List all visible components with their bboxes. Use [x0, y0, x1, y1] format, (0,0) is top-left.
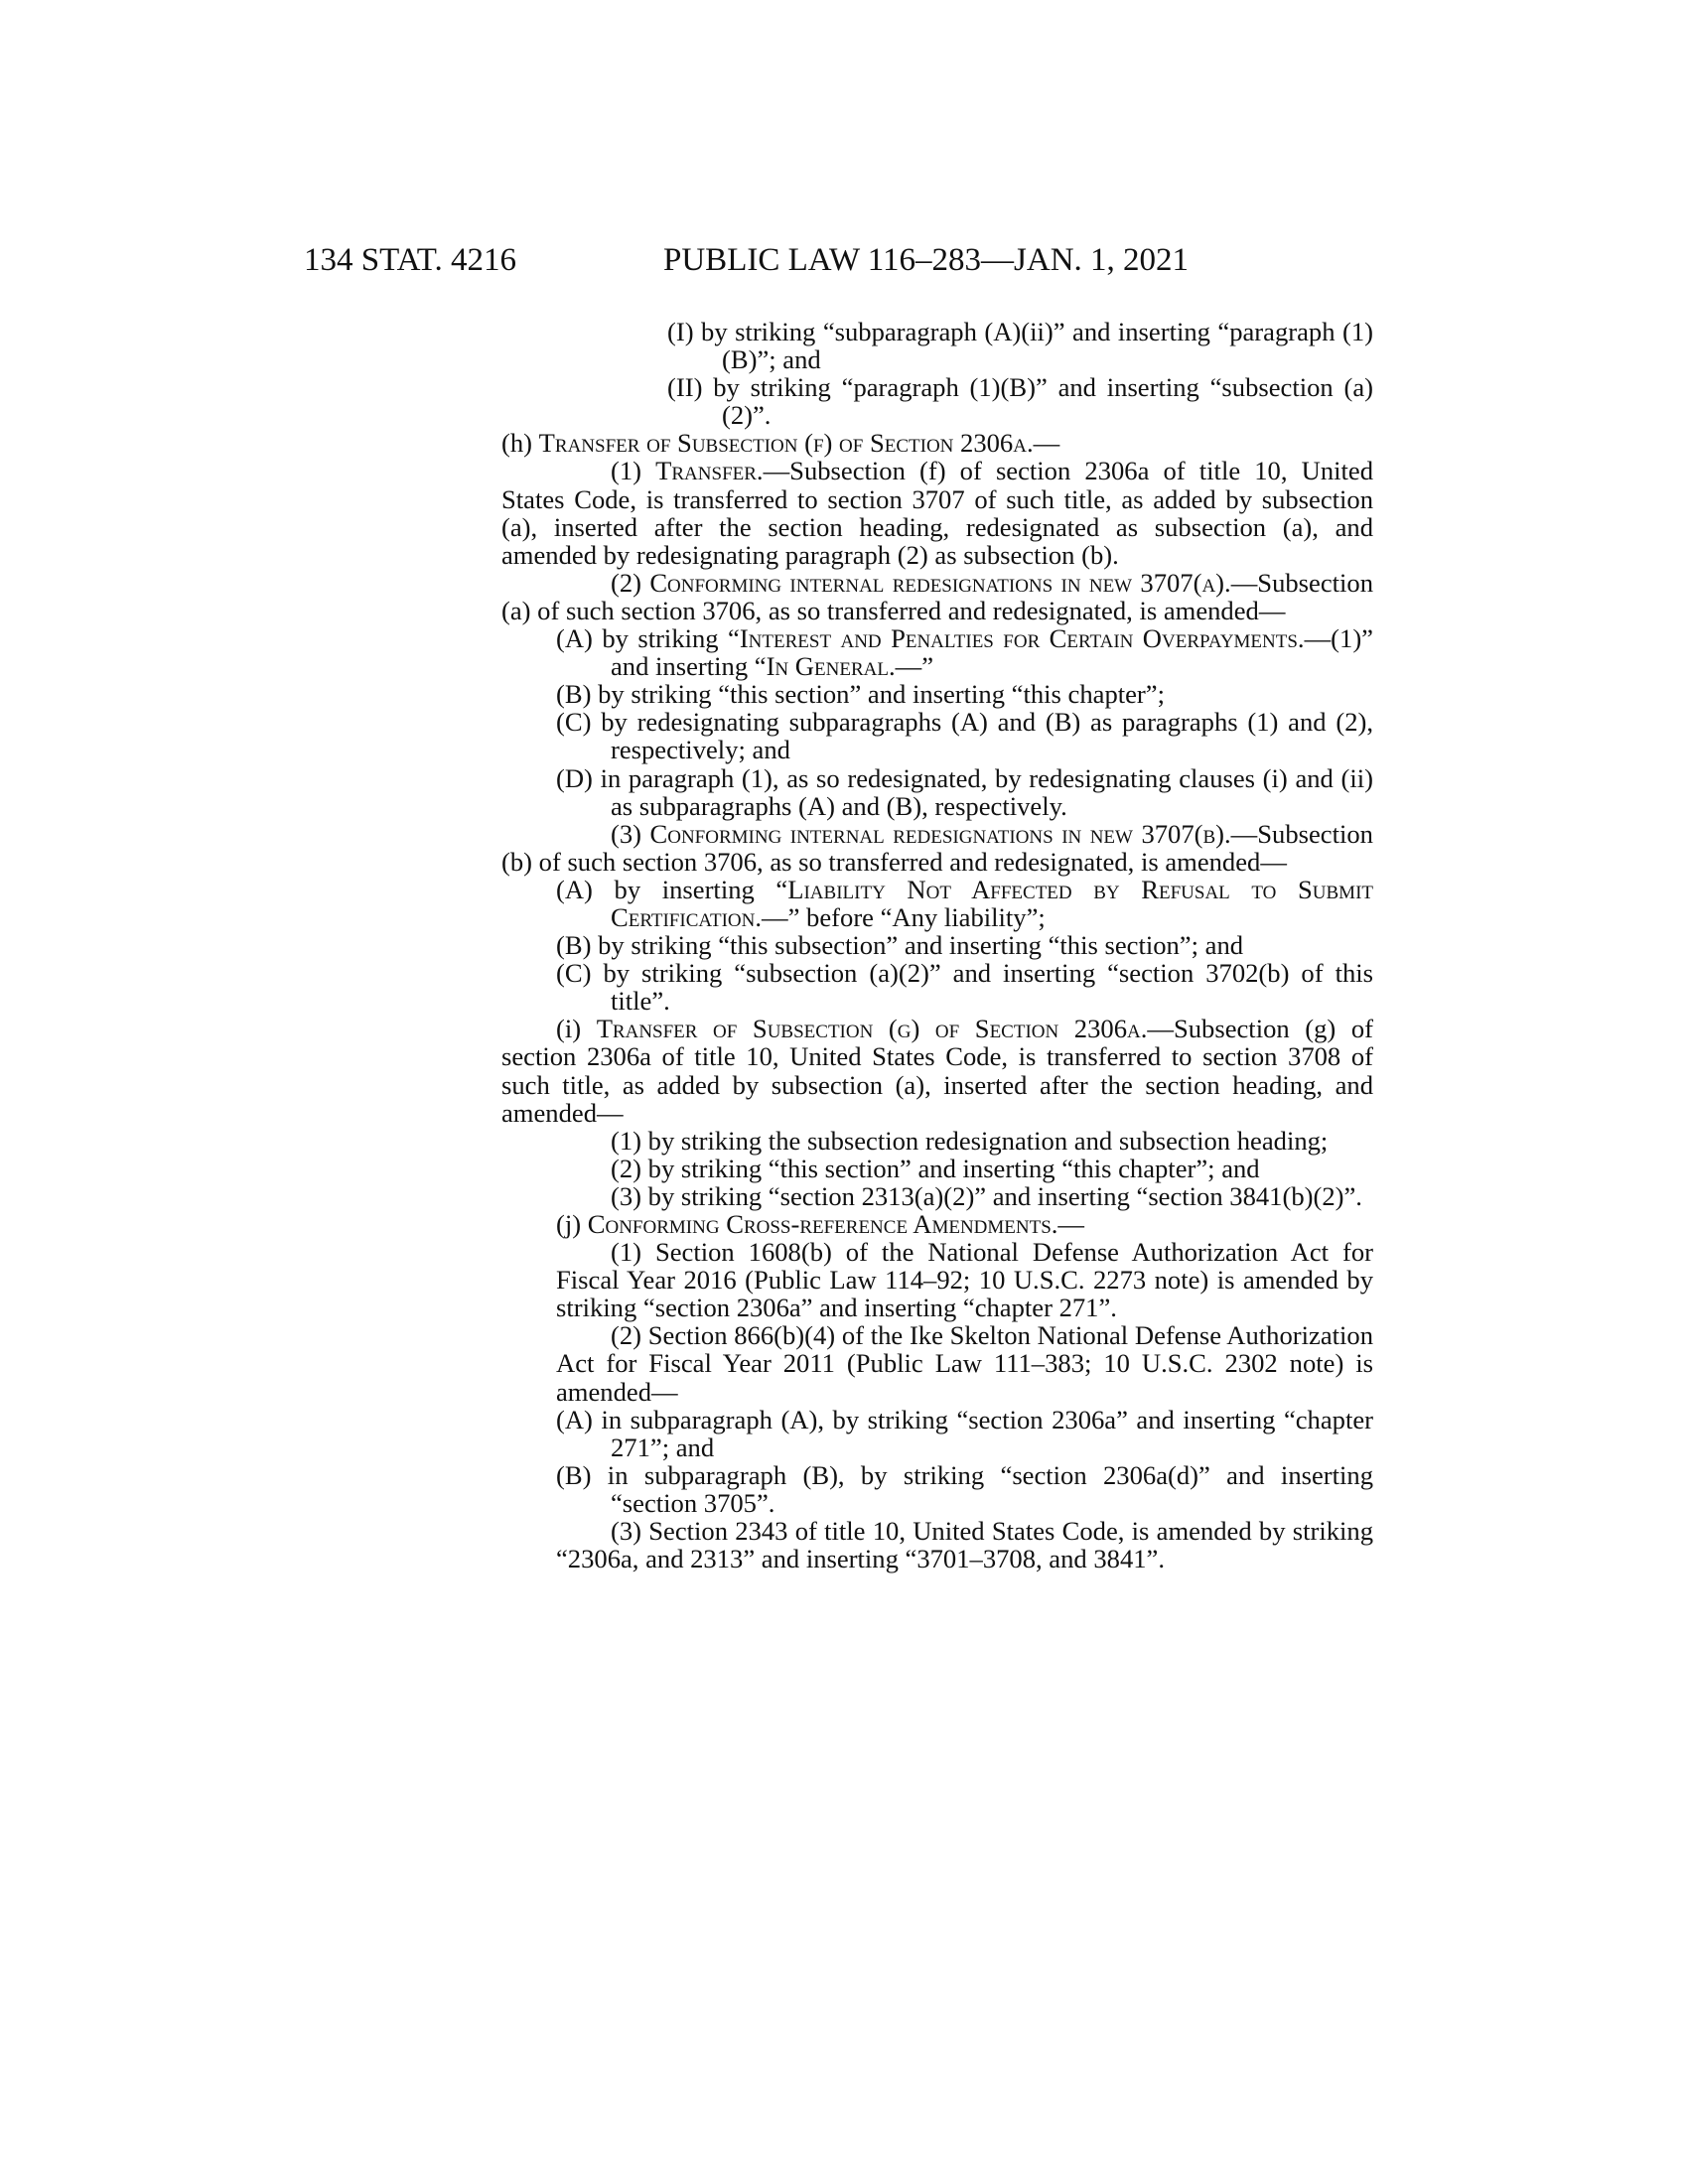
- subsection-j-heading: (j) Conforming Cross-reference Amendments.—: [556, 1209, 1085, 1239]
- stat-page-number: 134 STAT. 4216: [304, 242, 517, 278]
- subparagraph-h-2-C: (C) by redesignating subparagraphs (A) and (B) as paragraphs (1) and (2), respectively; and: [556, 707, 1373, 765]
- subparagraph-h-2-B: (B) by striking “this section” and inserting “this chapter”;: [556, 679, 1165, 710]
- paragraph-j-1: (1) Section 1608(b) of the National Defense Authorization Act for Fiscal Year 2016 (Public Law 114–92; 10 U.S.C. 2273 note) is amended by striking “section 2306a” and inserting “chapter 271”.: [556, 1237, 1373, 1323]
- subparagraph-h-2-D: (D) in paragraph (1), as so redesignated, by redesignating clauses (i) and (ii) as subparagraphs (A) and (B), respectively.: [556, 762, 1373, 821]
- subparagraph-h-3-B: (B) by striking “this subsection” and inserting “this section”; and: [556, 930, 1244, 961]
- paragraph-i-2: (2) by striking “this section” and inserting “this chapter”; and: [611, 1153, 1260, 1183]
- clause-I: (I) by striking “subparagraph (A)(ii)” and inserting “paragraph (1)(B)”; and: [667, 317, 1373, 375]
- paragraph-h-1: (1) Transfer.—Subsection (f) of section 2306a of title 10, United States Code, is transferred to section 3707 of such title, as added by subsection (a), inserted after the section heading, redesignated as subsection (a), and amended by redesignating paragraph (2) as subsection (b).: [501, 456, 1373, 570]
- subsection-h-heading: (h) Transfer of Subsection (f) of Section 2306a.—: [501, 428, 1060, 459]
- running-head: PUBLIC LAW 116–283—JAN. 1, 2021: [663, 242, 1190, 278]
- paragraph-h-2: (2) Conforming internal redesignations in new 3707(a).—Subsection (a) of such section 3706, as so transferred and redesignated, is amended—: [501, 567, 1373, 625]
- paragraph-i-1: (1) by striking the subsection redesignation and subsection heading;: [611, 1125, 1329, 1156]
- subparagraph-h-3-A: (A) by inserting “Liability Not Affected by Refusal to Submit Certification.—” before “Any liability”;: [556, 874, 1374, 932]
- paragraph-j-2: (2) Section 866(b)(4) of the Ike Skelton National Defense Authorization Act for Fiscal Year 2011 (Public Law 111–383; 10 U.S.C. 2302 note) is amended—: [556, 1320, 1373, 1407]
- paragraph-h-3: (3) Conforming internal redesignations in new 3707(b).—Subsection (b) of such section 3706, as so transferred and redesignated, is amended—: [501, 818, 1373, 877]
- paragraph-i-3: (3) by striking “section 2313(a)(2)” and inserting “section 3841(b)(2)”.: [611, 1180, 1362, 1211]
- paragraph-j-3: (3) Section 2343 of title 10, United States Code, is amended by striking “2306a, and 2313” and inserting “3701–3708, and 3841”.: [556, 1516, 1373, 1574]
- subsection-i: (i) Transfer of Subsection (g) of Section 2306a.—Subsection (g) of section 2306a of title 10, United States Code, is transferred to section 3708 of such title, as added by subsection (a), inserted after the section heading, and amended—: [501, 1014, 1374, 1128]
- document-body: [501, 318, 1373, 1572]
- subparagraph-h-3-C: (C) by striking “subsection (a)(2)” and inserting “section 3702(b) of this title”.: [556, 958, 1373, 1017]
- subparagraph-h-2-A: (A) by striking “Interest and Penalties for Certain Overpayments.—(1)” and inserting “In General.—”: [556, 623, 1373, 682]
- subparagraph-j-2-A: (A) in subparagraph (A), by striking “section 2306a” and inserting “chapter 271”; and: [556, 1404, 1373, 1462]
- clause-II: (II) by striking “paragraph (1)(B)” and inserting “subsection (a)(2)”.: [667, 372, 1373, 431]
- subparagraph-j-2-B: (B) in subparagraph (B), by striking “section 2306a(d)” and inserting “section 3705”.: [556, 1459, 1373, 1518]
